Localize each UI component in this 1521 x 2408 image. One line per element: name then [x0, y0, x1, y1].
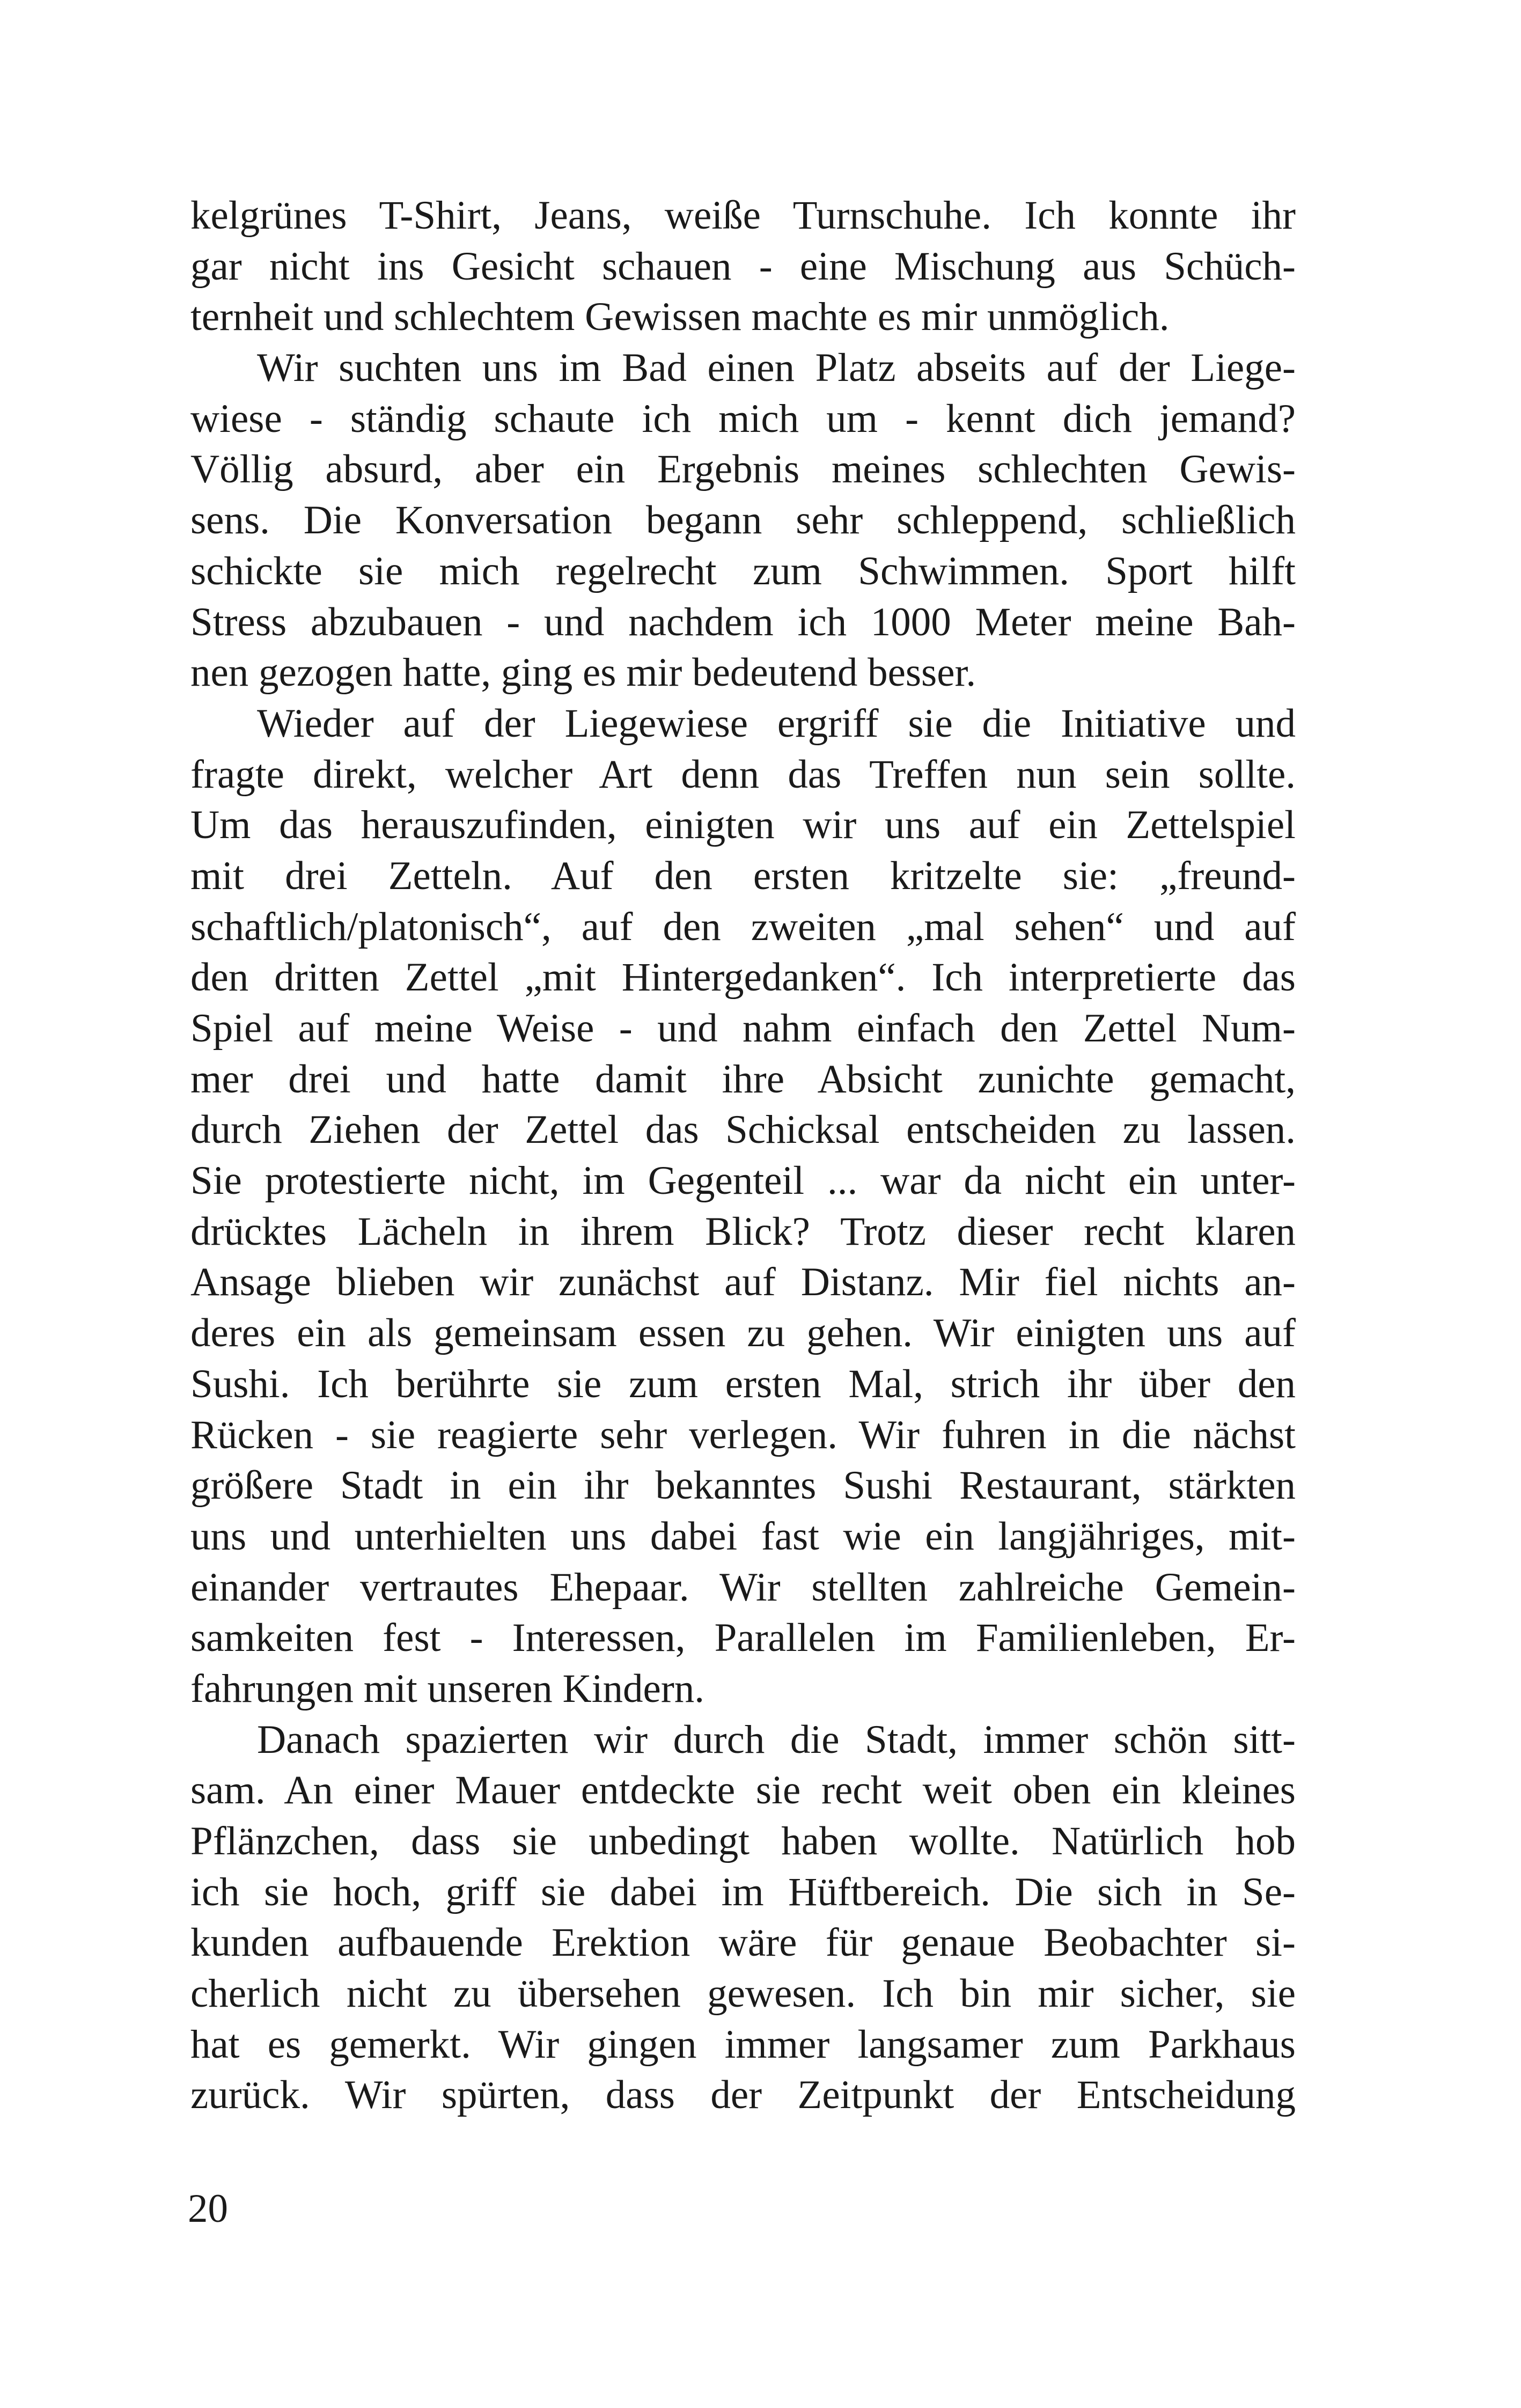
text-line: nen gezogen hatte, ging es mir bedeutend besser. [190, 650, 976, 695]
text-line: den dritten Zettel „mit Hintergedanken“. Ich interpretierte das [190, 955, 1296, 1000]
text-line: ich sie hoch, griff sie dabei im Hüftbereich. Die sich in Se- [190, 1869, 1296, 1914]
text-line: hat es gemerkt. Wir gingen immer langsamer zum Parkhaus [190, 2022, 1296, 2067]
text-line: kelgrünes T-Shirt, Jeans, weiße Turnschuhe. Ich konnte ihr [190, 193, 1296, 238]
text-line: uns und unterhielten uns dabei fast wie ein langjähriges, mit- [190, 1514, 1296, 1559]
text-line: Wieder auf der Liegewiese ergriff sie die Initiative und [257, 701, 1296, 746]
text-line: kunden aufbauende Erektion wäre für genaue Beobachter si- [190, 1920, 1296, 1965]
text-line: durch Ziehen der Zettel das Schicksal entscheiden zu lassen. [190, 1107, 1296, 1152]
text-line: Sie protestierte nicht, im Gegenteil ... war da nicht ein unter- [190, 1158, 1296, 1203]
text-line: ternheit und schlechtem Gewissen machte es mir unmöglich. [190, 295, 1170, 340]
text-line: Völlig absurd, aber ein Ergebnis meines schlechten Gewis- [190, 447, 1296, 492]
body-text [190, 190, 1296, 2121]
text-line: fragte direkt, welcher Art denn das Treffen nun sein sollte. [190, 752, 1296, 797]
text-line: sam. An einer Mauer entdeckte sie recht weit oben ein kleines [190, 1768, 1296, 1813]
text-line: Ansage blieben wir zunächst auf Distanz. Mir fiel nichts an- [190, 1260, 1296, 1305]
text-line: fahrungen mit unseren Kindern. [190, 1666, 705, 1711]
text-line: gar nicht ins Gesicht schauen - eine Mischung aus Schüch- [190, 244, 1296, 289]
text-line: drücktes Lächeln in ihrem Blick? Trotz dieser recht klaren [190, 1209, 1296, 1254]
text-line: größere Stadt in ein ihr bekanntes Sushi Restaurant, stärkten [190, 1463, 1296, 1508]
text-line: schaftlich/platonisch“, auf den zweiten „mal sehen“ und auf [190, 904, 1296, 949]
text-line: Stress abzubauen - und nachdem ich 1000 Meter meine Bah- [190, 599, 1296, 644]
text-line: einander vertrautes Ehepaar. Wir stellten zahlreiche Gemein- [190, 1565, 1296, 1610]
text-line: samkeiten fest - Interessen, Parallelen im Familienleben, Er- [190, 1616, 1296, 1661]
text-line: wiese - ständig schaute ich mich um - kennt dich jemand? [190, 396, 1296, 441]
text-line: Um das herauszufinden, einigten wir uns auf ein Zettelspiel [190, 803, 1296, 848]
text-line: deres ein als gemeinsam essen zu gehen. Wir einigten uns auf [190, 1311, 1296, 1356]
text-line: zurück. Wir spürten, dass der Zeitpunkt der Entscheidung [190, 2073, 1296, 2118]
text-line: mer drei und hatte damit ihre Absicht zunichte gemacht, [190, 1056, 1296, 1102]
text-line: Danach spazierten wir durch die Stadt, immer schön sitt- [257, 1717, 1296, 1762]
page-number: 20 [188, 2186, 228, 2231]
text-line: Rücken - sie reagierte sehr verlegen. Wir fuhren in die nächst [190, 1412, 1296, 1457]
text-line: Spiel auf meine Weise - und nahm einfach den Zettel Num- [190, 1006, 1296, 1051]
text-line: Sushi. Ich berührte sie zum ersten Mal, strich ihr über den [190, 1361, 1296, 1406]
text-line: mit drei Zetteln. Auf den ersten kritzelte sie: „freund- [190, 853, 1296, 898]
text-line: schickte sie mich regelrecht zum Schwimmen. Sport hilft [190, 548, 1296, 593]
text-line: sens. Die Konversation begann sehr schleppend, schließlich [190, 498, 1296, 543]
text-line: Wir suchten uns im Bad einen Platz abseits auf der Liege- [257, 346, 1296, 391]
text-line: Pflänzchen, dass sie unbedingt haben wollte. Natürlich hob [190, 1819, 1296, 1863]
text-line: cherlich nicht zu übersehen gewesen. Ich bin mir sicher, sie [190, 1971, 1296, 2016]
